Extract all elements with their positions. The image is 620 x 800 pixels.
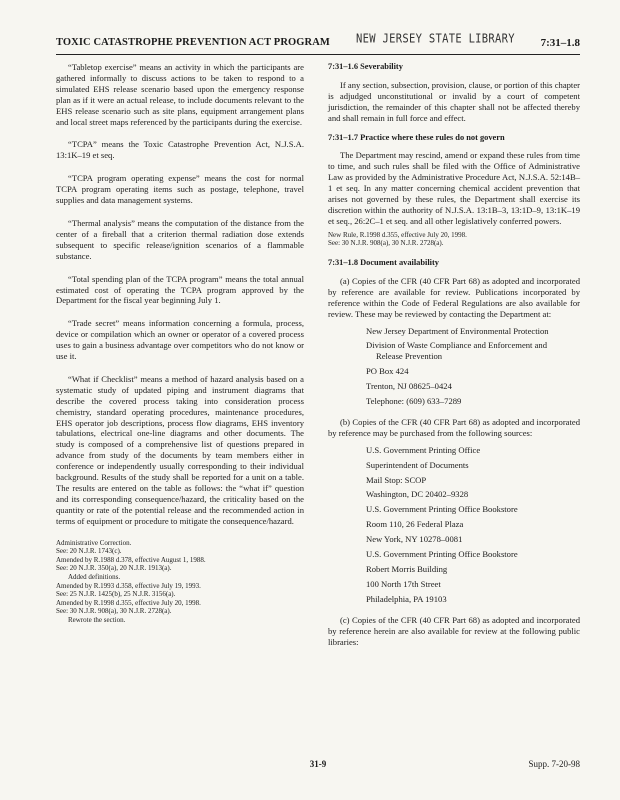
address-line: Robert Morris Building <box>366 564 448 574</box>
definition-tabletop-exercise: “Tabletop exercise” means an activity in which the participants are gathered informally to discuss actions to be taken to respond to a simulated EHS release scenario based upon the emergency response plan as if it were an actual release, to include documents relevant to the EHS release scenario such as site plans, equipment arrangement plans and local street maps referenced by the participants during the exercise. <box>56 62 304 127</box>
address-line: Room 110, 26 Federal Plaza <box>366 519 464 530</box>
address-line: New York, NY 10278–0081 <box>366 534 463 545</box>
history-note: See: 20 N.J.R. 350(a), 20 N.J.R. 1913(a). <box>56 564 172 573</box>
definition-what-if-checklist: “What if Checklist” means a method of hazard analysis based on a systematic study of updated piping and instrument diagrams that describe the covered process taking into consideration process chemistry, standard operating procedures, maintenance procedures, EHS operator job descriptions, process flow diagrams, EHS inventory tabulations, electrical one-line diagrams and other documents. The study is composed of a comprehensive list of questions prepared in advance from study of the documents by team members either in conference or independently usually corresponding to their individual background. Results of the study shall be reported for a unit on a table. The results are entered on the table as follows: the “what if” question and its corresponding consequence/hazard, the criticality based on the quantity or rate of the potential release and the recommended action in terms of equipment or procedure to mitigate the consequence/hazard. <box>56 373 304 526</box>
definition-thermal-analysis: “Thermal analysis” means the computation of the distance from the center of a fireball that a criterion thermal radiation dose extends subsequent to specific release/ignition scenarios of a flammable substance. <box>56 217 304 261</box>
spacer <box>328 248 580 258</box>
history-note: See: 30 N.J.R. 908(a), 30 N.J.R. 2728(a). <box>56 607 172 616</box>
practice-text: The Department may rescind, amend or expand these rules from time to time, and such rules shall be filed with the Office of Administrative Law as provided by the Administrative Procedure Act, N.J.S.A. 52:14B–1 et seq. In any matter concerning chemical accident prevention that arises not governed by these rules, the Department shall exercise its discretion within the authority of N.J.S.A. 13:1B–3, 13:1D–9, 13:1K–19 et seq., 26:2C–1 et seq. and all other legislatively conferred powers. <box>328 150 580 226</box>
paragraph-c: (c) Copies of the CFR (40 CFR Part 68) as adopted and incorporated by reference herein are also available for review at the following public libraries: <box>328 614 580 647</box>
history-note: Administrative Correction. <box>56 538 132 547</box>
address-line: U.S. Government Printing Office Bookstore <box>366 549 518 560</box>
history-note: See: 30 N.J.R. 908(a), 30 N.J.R. 2728(a). <box>328 239 444 248</box>
address-line: U.S. Government Printing Office Bookstore <box>366 504 518 515</box>
definition-trade-secret: “Trade secret” means information concerning a formula, process, device or compilation which an owner or operator of a covered process uses to gain a business advantage over competitors who do not know or use it. <box>56 318 304 362</box>
definition-tcpa-operating-expense: “TCPA program operating expense” means the cost for normal TCPA program operating items such as postage, telephone, travel supplies and data management systems. <box>56 173 304 206</box>
address-line: Trenton, NJ 08625–0424 <box>366 381 452 392</box>
header-title: TOXIC CATASTROPHE PREVENTION ACT PROGRAM <box>56 37 330 48</box>
header-section-number: 7:31–1.8 <box>540 37 580 49</box>
header-rule <box>56 54 580 55</box>
history-note: See: 25 N.J.R. 1425(b), 25 N.J.R. 3156(a). <box>56 590 176 599</box>
address-line: Division of Waste Compliance and Enforcement and Release Prevention <box>366 340 548 362</box>
section-heading-practice: 7:31–1.7 Practice where these rules do not govern <box>328 132 505 142</box>
section-heading-severability: 7:31–1.6 Severability <box>328 62 403 71</box>
paragraph-a: (a) Copies of the CFR (40 CFR Part 68) as adopted and incorporated by reference are available for review. Publications incorporated by reference within the Code of Federal Regulations are also available for review. These may be reviewed by contacting the Department at: <box>328 275 580 319</box>
history-note: Rewrote the section. <box>68 615 126 624</box>
page-number: 31-9 <box>309 759 327 769</box>
address-line: Mail Stop: SCOP <box>366 474 427 485</box>
address-line: 100 North 17th Street <box>366 578 441 589</box>
paragraph-b: (b) Copies of the CFR (40 CFR Part 68) as adopted and incorporated by reference may be purchased from the following sources: <box>328 416 580 438</box>
address-line: Superintendent of Documents <box>366 459 469 470</box>
history-note: Amended by R.1988 d.378, effective August 1, 1988. <box>56 555 206 564</box>
purchase-sources <box>328 445 580 605</box>
supplement-date: Supp. 7-20-98 <box>528 759 580 769</box>
address-line: U.S. Government Printing Office <box>366 444 481 455</box>
address-line: Telephone: (609) 633–7289 <box>366 396 462 407</box>
history-note: Amended by R.1993 d.358, effective July 19, 1993. <box>56 581 201 590</box>
definition-total-spending-plan: “Total spending plan of the TCPA program” means the total annual estimated cost of operating the TCPA program approved by the Department for the fiscal year beginning July 1. <box>56 273 304 306</box>
history-notes <box>56 539 304 625</box>
department-address <box>328 326 580 407</box>
running-header <box>56 33 580 53</box>
address-line: Philadelphia, PA 19103 <box>366 593 447 604</box>
history-note: Amended by R.1998 d.355, effective July 20, 1998. <box>56 598 201 607</box>
severability-text: If any section, subsection, provision, clause, or portion of this chapter is adjudged unconstitutional or invalid by a court of competent jurisdiction, the remainder of this chapter shall not be affected thereby and shall remain in full force and effect. <box>328 79 580 123</box>
address-line: New Jersey Department of Environmental Protection <box>366 325 549 336</box>
address-line: Washington, DC 20402–9328 <box>366 489 469 500</box>
history-note: Added definitions. <box>68 573 121 581</box>
definition-tcpa: “TCPA” means the Toxic Catastrophe Prevention Act, N.J.S.A. 13:1K–19 et seq. <box>56 139 304 161</box>
left-column <box>56 62 304 625</box>
history-note: See: 20 N.J.R. 1743(c). <box>56 547 122 556</box>
page-footer <box>56 759 580 773</box>
right-column <box>328 62 580 656</box>
section-heading-document-availability: 7:31–1.8 Document availability <box>328 257 439 267</box>
library-stamp: NEW JERSEY STATE LIBRARY <box>356 31 515 47</box>
address-line: PO Box 424 <box>366 366 409 377</box>
history-note: New Rule, R.1998 d.355, effective July 20, 1998. <box>328 230 467 239</box>
